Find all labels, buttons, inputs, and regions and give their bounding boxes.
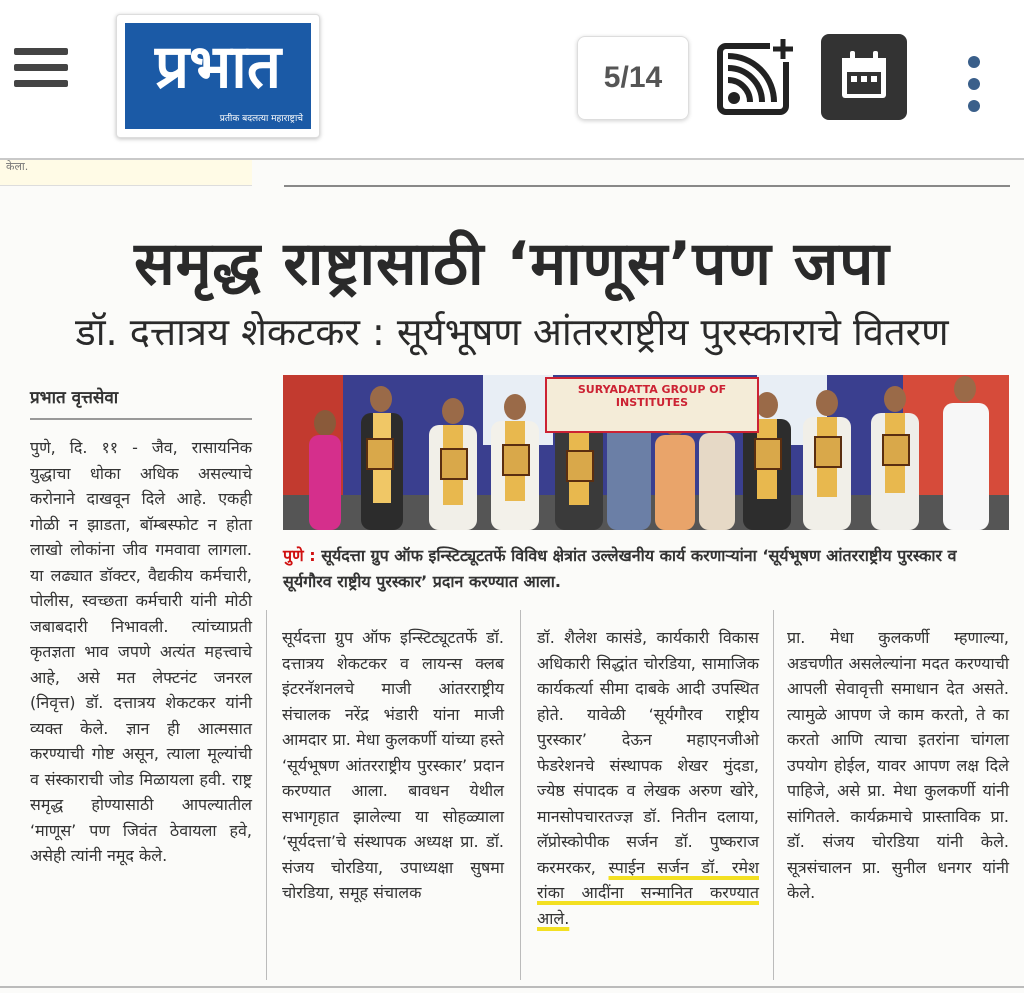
caption-text: सूर्यदत्ता ग्रुप ऑफ इन्स्टिट्यूटतर्फे विविध क्षेत्रांत उल्लेखनीय कार्य करणाऱ्यांना ‘सूर्यभूषण आंतरराष्ट्रीय पुरस्कार व सूर्यगौरव राष्ट्रीय पुरस्कार’ प्रदान करण्यात आला. [283,546,957,591]
logo-text: प्रभात [154,32,282,102]
clipped-text-fragment: केला. [0,160,252,186]
column-divider [520,610,521,980]
calendar-icon[interactable] [821,34,907,120]
epaper-page[interactable] [0,160,1024,993]
article-column-1: पुणे, दि. ११ - जैव, रासायनिक युद्धाचा धोका अधिक असल्याचे करोनाने दाखवून दिले आहे. एकही गोळी न झाडता, बॉम्बस्फोट न होता लाखो लोकांना जीव गमवावा लागला. या लढ्यात डॉक्टर, वैद्यकीय कर्मचारी, पोलीस, स्वच्छता कर्मचारी यांनी मोठी जबाबदारी निभावली. त्यांच्याप्रती कृतज्ञता भाव जपणे अत्यंत महत्त्वाचे आहे, असे मत लेफ्टनंट जनरल (निवृत्त) डॉ. दत्तात्रय शेकटकर यांनी व्यक्त केले. ज्ञान ही आत्मसात करण्याची गोष्ट असून, त्याला मूल्यांची व संस्काराची जोड मिळायला हवी. राष्ट्र समृद्ध होण्यासाठी आपल्यातील ‘माणूस’ पण जिवंत ठेवायला हवे, असेही त्यांनी नमूद केले. [30,438,252,865]
newspaper-logo[interactable] [116,14,320,138]
article-column-4: प्रा. मेधा कुलकर्णी म्हणाल्या, अडचणीत असलेल्यांना मदत करण्याची आपली सेवावृत्ती समाधान देत असते. त्यामुळे आपण जे काम करतो, ते का करतो आणि त्याचा इतरांना चांगला उपयोग होईल, यावर आपण लक्ष दिले पाहिजे, असे प्रा. मेधा कुलकर्णी यांनी सांगितले. कार्यक्रमाचे प्रास्ताविक प्रा. डॉ. संजय चोरडिया यांनी केले. सूत्रसंचालन प्रा. सुनील धनगर यांनी केले. [787,628,1009,902]
caption-location: पुणे : [283,546,316,565]
article-column-2: सूर्यदत्ता ग्रुप ऑफ इन्स्टिट्यूटतर्फे डॉ. दत्तात्रय शेकटकर व लायन्स क्लब इंटरनॅशनलचे माजी आंतरराष्ट्रीय संचालक नरेंद्र भंडारी यांना माजी आमदार प्रा. मेधा कुलकर्णी यांच्या हस्ते ‘सूर्यभूषण आंतरराष्ट्रीय पुरस्कार’ प्रदान करण्यात आला. बावधन येथील सभागृहात झालेल्या या सोहळ्याला ‘सूर्यदत्ता’चे संस्थापक अध्यक्ष प्रा. डॉ. संजय चोरडिया, उपाध्यक्षा सुषमा चोरडिया, समूह संचालक [282,628,504,902]
photo-banner [545,377,759,433]
hamburger-menu-icon[interactable] [14,48,68,90]
article-column-3 [537,625,759,931]
column-divider [266,610,267,980]
article-headline: समृद्ध राष्ट्रासाठी ‘माणूस’पण जपा [134,229,890,299]
award-ceremony-photo [283,375,1009,530]
top-divider [284,185,1010,187]
byline-divider [30,418,252,420]
rss-add-icon[interactable] [716,36,796,116]
app-header [0,0,1024,161]
column-divider [773,610,774,980]
byline: प्रभात वृत्तसेवा [30,388,119,408]
article-column-3-text: डॉ. शैलेश कासंडे, कार्यकारी विकास अधिकारी सिद्धांत चोरडिया, सामाजिक कार्यकर्त्या सीमा दाबके आदी उपस्थित होते. यावेळी ‘सूर्यगौरव राष्ट्रीय पुरस्कार’ देऊन महाएनजीओ फेडरेशनचे संस्थापक शेखर मुंदडा, ज्येष्ठ संपादक व लेखक अरुण खोरे, मानसोपचारतज्ज्ञ डॉ. नितीन दलाया, लॅप्रोस्कोपीक सर्जन डॉ. पुष्कराज करमरकर, [537,628,759,877]
article-subheadline: डॉ. दत्तात्रय शेकटकर : सूर्यभूषण आंतरराष्ट्रीय पुरस्काराचे वितरण [75,310,949,354]
highlighted-text: स्पाईन सर्जन डॉ. रमेश रांका आदींना सन्मानित करण्यात आले. [537,857,759,928]
more-vertical-icon[interactable] [962,56,986,116]
photo-banner-text: SURYADATTA GROUP OF INSTITUTES [577,383,727,409]
page-indicator[interactable]: 5/14 [577,36,689,120]
logo-badge [125,23,311,129]
bottom-divider [0,986,1024,988]
logo-tagline: प्रतीक बदलत्या महाराष्ट्राचे [219,114,303,124]
photo-caption [283,543,1009,595]
